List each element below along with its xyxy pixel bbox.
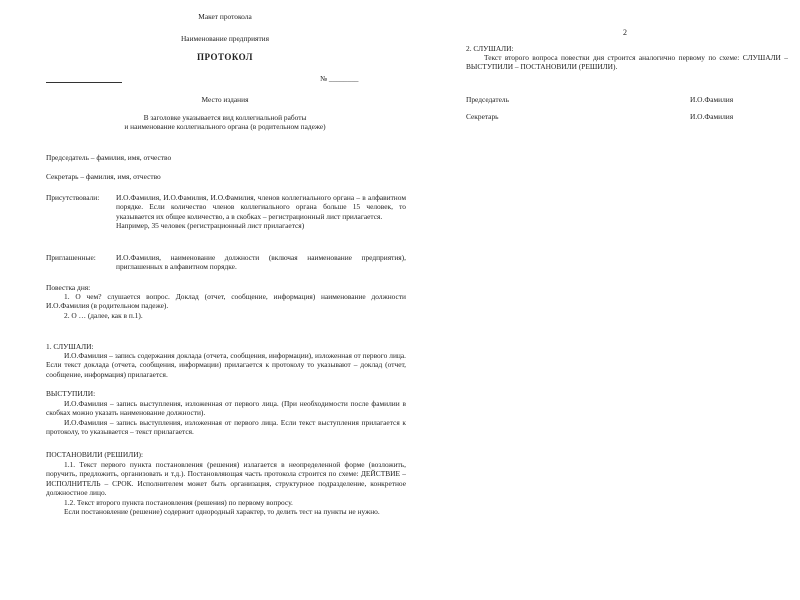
section-2-paragraph-1: И.О.Фамилия – запись выступления, изложенная от первого лица. (При необходимости после фамилии в скобках можно указать наименование должности).: [46, 399, 406, 418]
section-2-paragraph-2: И.О.Фамилия – запись выступления, изложенная от первого лица. Если текст выступления прилагается к протоколу, то указывается – текст прилагается.: [46, 417, 406, 437]
section-2-heading: ВЫСТУПИЛИ:: [46, 389, 96, 398]
template-label: Макет протокола: [198, 12, 252, 21]
heading-line-1: В заголовке указывается вид коллегиальной работы: [143, 113, 307, 122]
section-1-text: [46, 351, 406, 379]
invited-label: Приглашенные:: [46, 253, 96, 262]
present-list: И.О.Фамилия, И.О.Фамилия, И.О.Фамилия, членов коллегиального органа – в алфавитном порядке. Если количество членов коллегиального органа больше 15 человек, то указывается их общее количество, а в скобках – регистрационный лист прилагается.: [116, 193, 406, 221]
agenda-item-2: 2. О … (далее, как в п.1).: [64, 310, 143, 320]
section-3-paragraph-3: Если постановление (решение) содержит однородный характер, то делить тест на пункты не нужно.: [64, 507, 380, 517]
present-example: Например, 35 человек (регистрационный лист прилагается): [116, 221, 305, 231]
section-1-heading: 1. СЛУШАЛИ:: [46, 342, 94, 351]
page-number: 2: [623, 28, 627, 37]
number-field: № ________: [320, 74, 359, 83]
section-1-paragraph: И.О.Фамилия – запись содержания доклада (отчета, сообщения, информации), изложенная от первого лица. Если текст доклада (отчета, сообщения, информации) прилагается к протоколу то указывают – доклад (отчет, сообщение, информация) прилагается.: [46, 351, 406, 379]
section-3-heading: ПОСТАНОВИЛИ (РЕШИЛИ):: [46, 450, 144, 459]
section-3-text: [46, 460, 406, 516]
section-3-paragraph-1: 1.1. Текст первого пункта постановления (решения) излагается в неопределенной форме (возложить, поручить, предложить, организовать и т.д.). Постановляющая часть протокола строится по схеме: ДЕЙСТВИЕ – ИСПОЛНИТЕЛЬ – СРОК. Исполнителем может быть организация, структурное подразделение, конкретное должностное лицо.: [46, 460, 406, 498]
agenda-list: [46, 292, 406, 320]
agenda-item-1: 1. О чем? слушается вопрос. Доклад (отчет, сообщение, информация) наименование должности И.О.Фамилия (в родительном падеже).: [46, 292, 406, 311]
place-of-issue: Место издания: [201, 95, 249, 104]
chairman-line: Председатель – фамилия, имя, отчество: [46, 153, 172, 162]
org-name: Наименование предприятия: [180, 34, 270, 43]
agenda-label: Повестка дня:: [46, 283, 91, 292]
p2-section-paragraph: Текст второго вопроса повестки дня строится аналогично первому по схеме: СЛУШАЛИ – ВЫСТУПИЛИ – ПОСТАНОВИЛИ (РЕШИЛИ).: [466, 53, 788, 72]
document-title: ПРОТОКОЛ: [197, 52, 253, 62]
p2-chairman-name: И.О.Фамилия: [690, 95, 734, 104]
invited-text: И.О.Фамилия, наименование должности (включая наименование предприятия), приглашенных в алфавитном порядке.: [116, 253, 406, 272]
section-2-text: [46, 399, 406, 437]
present-label: Присутствовали:: [46, 193, 100, 202]
protocol-page-2: [420, 0, 800, 600]
section-3-paragraph-2: 1.2. Текст второго пункта постановления (решения) по первому вопросу.: [64, 497, 293, 507]
p2-section-heading: 2. СЛУШАЛИ:: [466, 44, 514, 53]
p2-section-text: [466, 53, 788, 72]
p2-secretary-label: Секретарь: [466, 112, 499, 121]
heading-line-2: и наименование коллегиального органа (в родительном падеже): [124, 122, 326, 131]
date-line: [46, 82, 122, 83]
p2-secretary-name: И.О.Фамилия: [690, 112, 734, 121]
p2-chairman-label: Председатель: [466, 95, 509, 104]
present-text: [116, 193, 406, 231]
secretary-line: Секретарь – фамилия, имя, отчество: [46, 172, 161, 181]
